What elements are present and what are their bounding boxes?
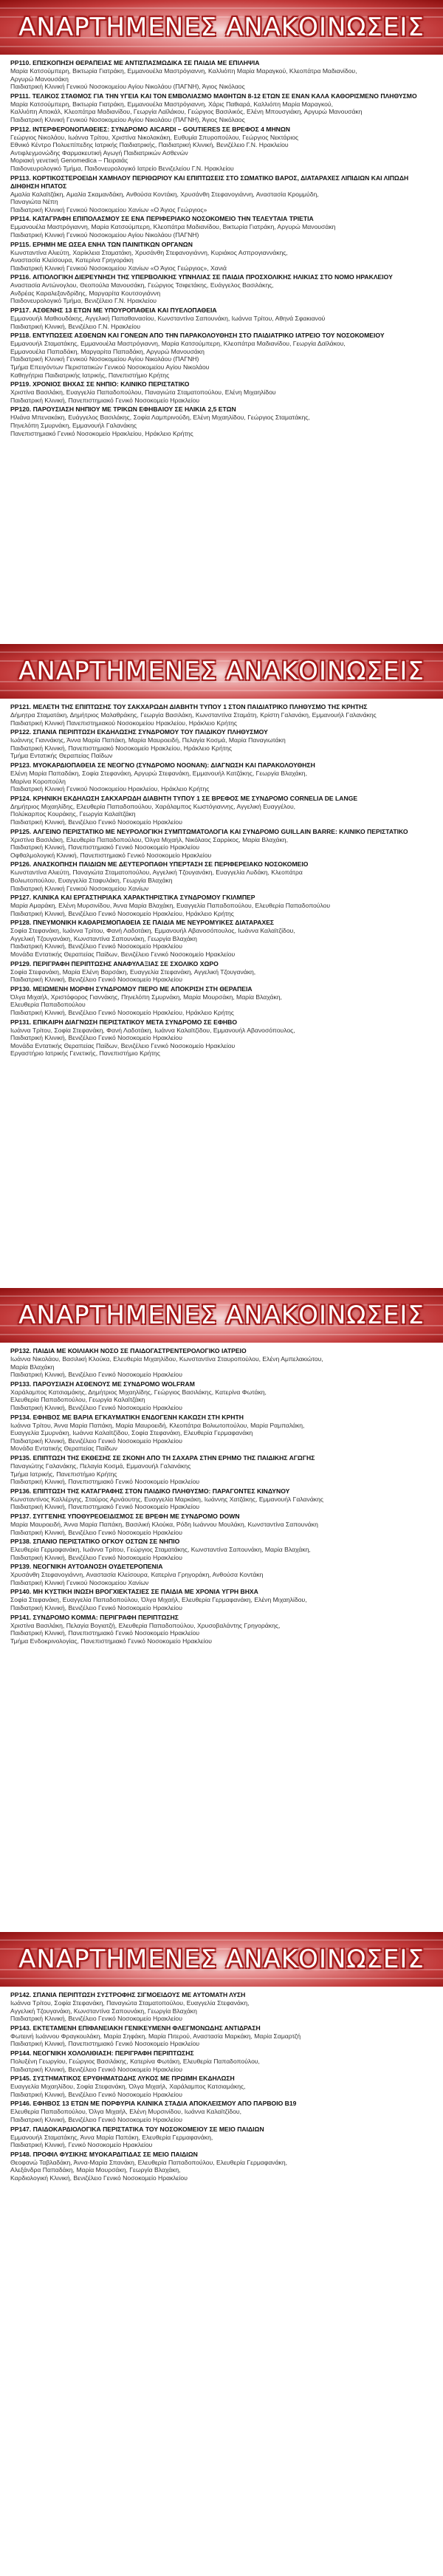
- announcement-title-text: ΣΥΓΓΕΝΗΣ ΥΠΟΘΥΡΕΟΕΙΔΙΣΜΟΣ ΣΕ ΒΡΕΦΗ ΜΕ ΣΥΝΔΡΟΜΟ DOWN: [32, 1512, 240, 1520]
- announcement-title: [10, 860, 433, 869]
- announcement-detail-line: Μοριακή γενετική Genomedica – Πειραιάς: [10, 157, 128, 165]
- announcement-detail-line: Παιδιατρική Κλινική, Βενιζέλειο Γενικό Νοσοκομείο Ηρακλείου: [10, 818, 182, 826]
- announcement-item: [10, 2024, 433, 2048]
- announcement-code: PP123.: [10, 761, 32, 769]
- announcement-title-text: ΚΡΗΝΙΚΗ ΕΚΔΗΛΩΣΗ ΣΑΚΧΑΡΩΔΗ ΔΙΑΒΗΤΗ ΤΥΠΟΥ 1 ΣΕ ΒΡΕΦΟΣ ΜΕ ΣΥΝΔΡΟΜΟ CORNELIA DE LANGE: [32, 794, 358, 802]
- announcement-title-text: ΝΕΟΓΝΙΚΗ ΧΟΛΟΛΙΘΙΑΣΗ: ΠΕΡΙΓΡΑΦΗ ΠΕΡΙΠΤΩΣΗΣ: [32, 2049, 194, 2057]
- banner-stripe: [0, 690, 443, 691]
- announcement-detail-line: Ελένη Μαρία Παπαδάκη, Σοφία Στεφανάκη, Αργυρώ Στεφανάκη, Εμμανουήλ Κατζάκης, Γεωργία Βλαχάκη,: [10, 769, 307, 777]
- announcement-code: PP122.: [10, 728, 32, 736]
- announcement-code: PP139.: [10, 1563, 32, 1571]
- announcement-item: [10, 2049, 433, 2073]
- announcement-code: PP146.: [10, 2100, 32, 2108]
- announcement-title: [10, 1380, 433, 1388]
- announcement-detail-line: Αντιφλεγμονώδης Φαρμακευτική Αγωγή Παιδιατρικών Ασθενών: [10, 148, 188, 157]
- announcement-code: PP127.: [10, 894, 32, 902]
- announcement-code: PP137.: [10, 1512, 32, 1520]
- announcement-code: PP120.: [10, 405, 32, 414]
- announcement-detail-line: Παιδιατρική Κλινική, Βενιζέλειο Γενικό Νοσοκομείο Ηρακλείου, Ηράκλειο Κρήτης: [10, 909, 234, 917]
- announcement-title: [10, 703, 433, 711]
- announcement-code: PP114.: [10, 215, 31, 223]
- announcement-list: [0, 699, 443, 1288]
- announcement-title-text: ΚΛΙΝΙΚΑ ΚΑΙ ΕΡΓΑΣΤΗΡΙΑΚΑ ΧΑΡΑΚΤΗΡΙΣΤΙΚΑ ΣΥΝΔΡΟΜΟΥ ΓΚΙΛΜΠΕΡ: [32, 894, 255, 902]
- announcement-title: [10, 1588, 433, 1596]
- announcement-title-text: ΠΑΙΔΙΑ ΜΕ ΚΟΙΛΙΑΚΗ ΝΟΣΟ ΣΕ ΠΑΙΔΟΓΑΣΤΡΕΝΤΕΡΟΛΟΓΙΚΟ ΙΑΤΡΕΙΟ: [32, 1347, 247, 1354]
- banner-title: ΑΝΑΡΤΗΜΕΝΕΣ ΑΝΑΚΟΙΝΩΣΕΙΣ: [18, 1301, 425, 1330]
- announcement-title-text: ΕΠΙΣΚΟΠΗΣΗ ΘΕΡΑΠΕΙΑΣ ΜΕ ΑΝΤΙΣΠΑΣΜΩΔΙΚΑ ΣΕ ΠΑΙΔΙΑ ΜΕ ΕΠΙΛΗΨΙΑ: [32, 59, 260, 66]
- announcement-detail-line: Παιδιατρική Κλινική, Πανεπιστημιακό Νοσοκομείο Ηρακλείου, Ηράκλειο Κρήτης: [10, 744, 233, 752]
- announcement-item: [10, 1588, 433, 1611]
- announcement-title-text: ΜΗ ΚΥΣΤΙΚΗ ΙΝΩΣΗ ΒΡΟΓΧΙΕΚΤΑΣΙΕΣ ΣΕ ΠΑΙΔΙΑ ΜΕ ΧΡΟΝΙΑ ΥΓΡΗ ΒΗΧΑ: [32, 1588, 258, 1596]
- announcement-code: PP115.: [10, 240, 31, 248]
- announcement-list: [0, 1343, 443, 1932]
- announcement-title-text: ΕΚΤΕΤΑΜΕΝΗ ΕΠΙΦΑΝΕΙΑΚΗ ΓΕΝΙΚΕΥΜΕΝΗ ΦΛΕΓΜΟΝΩΔΗΣ ΑΝΤΙΔΡΑΣΗ: [32, 2024, 261, 2032]
- announcement-detail-line: Ιωάννα Τρίτου, Σοφία Στεφανάκη, Φανή Λαδοτάκη, Ιωάννα Καλαϊτζίδου, Εμμανουήλ Αβανοσόπουλος,: [10, 1026, 295, 1034]
- announcement-title: [10, 174, 433, 191]
- announcement-title: [10, 1454, 433, 1462]
- announcement-detail-line: Κωνσταντίνος Καλλέργης, Σταύρος Αρνάουτης, Ευαγγελία Μαρκάκη, Ιωάννης Χατζάκης, Εμμανουήλ Γαλανάκης: [10, 1495, 324, 1503]
- announcement-code: PP148.: [10, 2150, 32, 2158]
- announcement-item: [10, 126, 433, 173]
- announcement-item: [10, 174, 433, 214]
- banner-stripe: [0, 1978, 443, 1979]
- announcement-item: [10, 960, 433, 984]
- announcement-item: [10, 2075, 433, 2098]
- announcement-title: [10, 1538, 433, 1546]
- announcement-item: [10, 2125, 433, 2149]
- announcement-title: [10, 215, 433, 223]
- announcement-code: PP141.: [10, 1613, 32, 1621]
- announcement-detail-line: Χαράλαμπος Κατσιαμάκης, Δημήτριος Μιχαηλίδης, Γεώργιος Βασιλάκης, Κατερίνα Φωτάκη,: [10, 1388, 267, 1396]
- announcement-title-text: ΙΝΤΕΡΦΕΡΟΝΟΠΑΘΕΙΕΣ: ΣΥΝΔΡΟΜΟ AICARDI – GOUTIERES ΣΕ ΒΡΕΦΟΣ 4 ΜΗΝΩΝ: [32, 125, 290, 133]
- announcement-code: PP145.: [10, 2075, 32, 2083]
- announcement-code: PP130.: [10, 984, 32, 993]
- announcement-detail-line: Μαρία Κατσούμπερη, Βικτωρία Γιατράκη, Εμμανουέλα Μαστρόγιαννη, Καλλιόπη Μαρία Μαραγκού, Κλεοπάτρα Μαδιανίδου,: [10, 67, 357, 75]
- section-banner: [0, 644, 443, 699]
- announcement-title: [10, 1563, 433, 1571]
- announcement-detail-line: Εμμανουέλα Μαστρόγιαννη, Μαρία Κατσούμπερη, Κλεοπάτρα Μαδιανίδου, Βικτωρία Γιατράκη, Αργυρώ Μανουσάκη: [10, 223, 336, 231]
- announcement-title-text: ΝΕΟΓΝΙΚΗ ΑΥΤΟΑΝΟΣΗ ΟΥΔΕΤΕΡΟΠΕΝΙΑ: [32, 1563, 163, 1571]
- announcement-title: [10, 2151, 433, 2159]
- announcement-list: [0, 55, 443, 644]
- announcement-code: PP113.: [10, 174, 31, 182]
- announcement-title-text: ΜΕΙΩΜΕΝΗ ΜΟΡΦΗ ΣΥΝΔΡΟΜΟΥ ΠΙΕΡΟ ΜΕ ΑΠΟΚΡΙΣΗ ΣΤΗ ΘΕΡΑΠΕΙΑ: [32, 984, 253, 993]
- announcement-detail-line: Σοφία Στεφανάκη, Ευαγγελία Παπαδοπούλου, Όλγα Μιχαήλ, Ελευθερία Γερμαφανάκη, Ελένη Μιχαηλίδου,: [10, 1596, 307, 1604]
- announcement-detail-line: Κωνσταντίνα Αλιεύτη, Παναγιώτα Σταματοπούλου, Αγγελική Τζουγανάκη, Ευαγγελία Λυδάκη, Κλεοπάτρα: [10, 869, 303, 877]
- announcement-title: [10, 919, 433, 927]
- announcement-item: [10, 1538, 433, 1561]
- section-banner: [0, 1288, 443, 1343]
- announcement-code: PP144.: [10, 2049, 32, 2057]
- announcement-title: [10, 960, 433, 968]
- announcement-code: PP132.: [10, 1347, 32, 1354]
- announcement-detail-line: Παιδιατρική Κλινική, Βενιζέλειο Γενικό Νοσοκομείο Ηρακλείου: [10, 942, 182, 950]
- announcement-detail-line: Παιδιατρική Κλινική, Βενιζέλειο Γενικό Νοσοκομείο Ηρακλείου: [10, 2115, 182, 2123]
- announcement-detail-line: Ηλιάνα Μπενακάκη, Ευάγγελος Βασιλάκης, Σοφία Λαμπρινούδη, Ελένη Μιχαηλίδου, Γεώργιος Σταματάκης,: [10, 414, 310, 422]
- announcement-detail-line: Χριστίνα Βασιλάκη, Πελαγία Βογιατζή, Ελευθερία Παπαδοπούλου, Χρυσοβαλάντης Γρηγοράκης,: [10, 1621, 281, 1629]
- announcement-item: [10, 1991, 433, 2023]
- announcement-detail-line: Παιδιατρική Κλινική, Βενιζέλειο Γενικό Νοσοκομείο Ηρακλείου: [10, 2090, 182, 2098]
- announcement-title: [10, 795, 433, 803]
- announcement-code: PP116.: [10, 273, 31, 281]
- announcement-code: PP119.: [10, 380, 31, 388]
- announcement-code: PP142.: [10, 1991, 32, 1998]
- announcement-item: [10, 761, 433, 793]
- announcement-title-text: ΕΠΙΠΤΩΣΗ ΤΗΣ ΕΚΘΕΣΗΣ ΣΕ ΣΚΟΝΗ ΑΠΟ ΤΗ ΣΑΧΑΡΑ ΣΤΗΝ ΕΡΗΜΟ ΤΗΣ ΠΑΙΔΙΚΗΣ ΑΓΩΓΗΣ: [32, 1453, 315, 1462]
- announcement-detail-line: Παιδιατρική Κλινική, Βενιζέλειο Γενικό Νοσοκομείο Ηρακλείου: [10, 1371, 182, 1379]
- announcement-detail-line: Μαρία Βλαχάκη: [10, 1363, 55, 1371]
- announcement-detail-line: Παναγιώτα Νέπη: [10, 198, 58, 206]
- announcement-title: [10, 1614, 433, 1622]
- announcement-detail-line: Ελευθερία Γερμαφανάκη, Ιωάννα Τρίτου, Γεώργιος Σταματάκης, Κωνσταντίνα Σαπουνάκη, Μαρία Βλαχάκη,: [10, 1546, 311, 1554]
- announcement-detail-line: Παιδιατρική Κλινική, Πανεπιστημιακό Γενικό Νοσοκομείο Ηρακλείου: [10, 396, 200, 404]
- announcement-detail-line: Εργαστήριο Ιατρικής Γενετικής, Πανεπιστήμιο Κρήτης: [10, 1049, 160, 1058]
- announcement-title-text: ΕΦΗΒΟΣ 13 ΕΤΩΝ ΜΕ ΠΟΡΦΥΡΙΑ ΚΛΙΝΙΚΑ ΣΤΑΔΙΑ ΑΠΟΚΛΕΙΣΜΟΥ ΑΠΟ ΠΑΡΒΟΙΟ Β19: [32, 2100, 297, 2108]
- announcement-title-text: ΠΑΙΔΟΚΑΡΔΙΟΛΟΓΙΚΑ ΠΕΡΙΣΤΑΤΙΚΑ ΤΟΥ ΝΟΣΟΚΟΜΕΙΟΥ ΣΕ ΜΕΙΟ ΠΑΙΔΙΩΝ: [32, 2125, 264, 2133]
- announcement-detail-line: Μονάδα Εντατικής Θεραπείας Παίδων, Βενιζέλειο Γενικό Νοσοκομείο Ηρακλείου: [10, 1041, 236, 1049]
- banner-stripe: [0, 1334, 443, 1335]
- announcement-item: [10, 241, 433, 273]
- announcement-item: [10, 828, 433, 860]
- announcement-code: PP126.: [10, 860, 32, 869]
- announcement-item: [10, 1018, 433, 1058]
- announcement-detail-line: Τμήμα Ιατρικής, Πανεπιστήμιο Κρήτης: [10, 1470, 117, 1478]
- announcement-item: [10, 1513, 433, 1536]
- announcement-detail-line: Δημήτριος Μιχαηλίδης, Ελευθερία Παπαδοπούλου, Χαράλαμπος Κωστόγιαννης, Αγγελική Ευαγγέλου,: [10, 802, 296, 810]
- announcement-title-text: ΕΦΗΒΟΣ ΜΕ ΒΑΡΙΑ ΕΓΚΑΥΜΑΤΙΚΗ ΕΝΔΟΓΕΝΗ ΚΑΚΩΣΗ ΣΤΗ ΚΡΗΤΗ: [32, 1413, 244, 1421]
- announcement-title: [10, 2049, 433, 2058]
- announcement-detail-line: Τμήμα Εντατικής Θεραπείας Παίδων: [10, 752, 113, 760]
- announcement-title-text: ΚΑΤΑΓΡΑΦΗ ΕΠΙΠΟΛΑΣΜΟΥ ΣΕ ΕΝΑ ΠΕΡΙΦΕΡΙΑΚΟ ΝΟΣΟΚΟΜΕΙΟ ΤΗΝ ΤΕΛΕΥΤΑΙΑ ΤΡΙΕΤΙΑ: [32, 215, 314, 223]
- announcement-item: [10, 985, 433, 1017]
- announcement-detail-line: Μαρίνα Κοροπούλη: [10, 777, 66, 785]
- announcement-detail-line: Παιδιατρική Κλινική, Πανεπιστημιακό Γενικό Νοσοκομείο Ηρακλείου: [10, 1629, 200, 1637]
- announcement-detail-line: Καλλιόπη Αποκάλ, Κλεοπάτρα Μαδιανίδου, Γεωργία Λαϊλάκου, Γεώργιος Βασιλικός, Ελένη Μπουσγιάκη, Αργυρώ Μανουσάκη: [10, 108, 363, 116]
- announcement-detail-line: Παιδιατρική Κλινική Γενικού Νοσοκομείου Χανίων: [10, 1578, 149, 1586]
- announcement-detail-line: Χρυσάνθη Στεφανογιάννη, Αναστασία Κλείσουρα, Κατερίνα Γρηγοράκη, Ανθούσα Κοντάκη: [10, 1571, 264, 1579]
- announcement-code: PP133.: [10, 1380, 32, 1388]
- announcement-title: [10, 2125, 433, 2134]
- banner-title: ΑΝΑΡΤΗΜΕΝΕΣ ΑΝΑΚΟΙΝΩΣΕΙΣ: [18, 657, 425, 686]
- announcement-title: [10, 405, 433, 414]
- announcement-detail-line: Εμμανουήλ Σταματάκης, Άννα Μαρία Παπάκη, Ελευθερία Γερμαφανάκη,: [10, 2133, 213, 2141]
- announcement-detail-line: Μαρία Μαυροειδή, Άννα Μαρία Παπάκη, Βασιλική Κλούκα, Ρόδη Ιωάννου Μουλάκη, Κωνσταντίνα Σαπουνάκη: [10, 1520, 318, 1528]
- banner-stripe: [0, 7, 443, 9]
- section-banner: [0, 0, 443, 55]
- announcement-title-text: ΣΥΣΤΗΜΑΤΙΚΟΣ ΕΡΥΘΗΜΑΤΩΔΗΣ ΛΥΚΟΣ ΜΕ ΠΡΩΙΜΗ ΕΚΔΗΛΩΣΗ: [32, 2075, 235, 2083]
- announcement-title: [10, 273, 433, 281]
- announcement-detail-line: Ευαγγελία Σμυρνάκη, Ιωάννα Καλαϊτζίδου, Σοφία Στεφανάκη, Ελευθερία Γερμαφανάκη: [10, 1429, 253, 1437]
- announcement-item: [10, 92, 433, 124]
- announcement-code: PP143.: [10, 2024, 32, 2032]
- announcement-detail-line: Παιδιατρική Κλινική Γενικού Νοσοκομείου Αγίου Νικολάου (ΠΑΓΝΗ), Άγιος Νικόλαος: [10, 115, 245, 123]
- announcement-title-text: ΠΕΡΙΓΡΑΦΗ ΠΕΡΙΠΤΩΣΗΣ ΑΝΑΦΥΛΑΞΙΑΣ ΣΕ ΣΧΟΛΙΚΟ ΧΩΡΟ: [32, 959, 219, 967]
- announcement-detail-line: Εθνικό Κέντρο Πολυεπίπεδης Ιατρικής Παιδιατρικής, Παιδιατρική Κλινική, Βενιζέλειο Γ.Ν. Ηρακλείου: [10, 141, 289, 149]
- announcement-detail-line: Παιδιατρική Κλινική, Βενιζέλειο Γ.Ν. Ηρακλείου: [10, 322, 141, 330]
- announcement-title-text: ΑΙΤΙΟΛΟΓΙΚΗ ΔΙΕΡΕΥΝΗΣΗ ΤΗΣ ΥΠΕΡΒΟΛΙΚΗΣ ΥΠΝΗΛΙΑΣ ΣΕ ΠΑΙΔΙΑ ΠΡΟΣΧΟΛΙΚΗΣ ΗΛΙΚΙΑΣ ΣΤΟ ΝΟΜΟ ΗΡΑΚΛΕΙΟΥ: [32, 273, 393, 281]
- announcement-title: [10, 2075, 433, 2083]
- announcement-title-text: ΜΕΛΕΤΗ ΤΗΣ ΕΠΙΠΤΩΣΗΣ ΤΟΥ ΣΑΚΧΑΡΩΔΗ ΔΙΑΒΗΤΗ ΤΥΠΟΥ 1 ΣΤΟΝ ΠΑΙΔΙΑΤΡΙΚΟ ΠΛΗΘΥΣΜΟ ΤΗΣ ΚΡΗΤΗΣ: [32, 703, 368, 710]
- announcement-detail-line: Δήμητρα Σταματάκη, Δημήτριος Μαλαθράκης, Γεωργία Βασιλάκη, Κωνσταντίνα Σταμάτη, Κρίστη Γαλανάκη, Εμμανουήλ Γαλανάκης: [10, 711, 377, 719]
- announcement-title-text: ΑΣΘΕΝΗΣ 13 ΕΤΩΝ ΜΕ ΥΠΟΥΡΟΠΑΘΕΙΑ ΚΑΙ ΠΥΕΛΟΠΑΘΕΙΑ: [32, 306, 217, 315]
- announcement-title: [10, 761, 433, 770]
- announcement-item: [10, 332, 433, 379]
- announcement-title: [10, 241, 433, 249]
- announcement-title-text: ΑΛΓΕΙΝΟ ΠΕΡΙΣΤΑΤΙΚΟ ΜΕ ΝΕΥΡΟΛΟΓΙΚΗ ΣΥΜΠΤΩΜΑΤΟΛΟΓΙΑ ΚΑΙ ΣΥΝΔΡΟΜΟ GUILLAIN BARRE: ΚΛΙΝΙΚΟ ΠΕΡΙΣΤΑΤΙΚΟ: [32, 827, 408, 835]
- announcement-detail-line: Παιδιατρική Κλινική, Πανεπιστημιακό Γενικό Νοσοκομείο Ηρακλείου: [10, 1503, 200, 1511]
- announcement-title-text: ΣΥΝΔΡΟΜΟ KOMMA: ΠΕΡΙΓΡΑΦΗ ΠΕΡΙΠΤΩΣΗΣ: [32, 1613, 179, 1621]
- announcement-detail-line: Αγγελική Τζουγανάκη, Κωνσταντίνα Σαπουνάκη, Γεωργία Βλαχάκη: [10, 2007, 197, 2015]
- announcement-title: [10, 894, 433, 902]
- announcement-detail-line: Τμήμα Επειγόντων Περιστατικών Γενικού Νοσοκομείου Αγίου Νικολάου: [10, 363, 210, 371]
- announcement-code: PP138.: [10, 1538, 32, 1546]
- announcement-detail-line: Αναστασία Κλείσουρα, Κατερίνα Γρηγοράκη: [10, 256, 134, 264]
- announcement-detail-line: Αργυρώ Μανουσάκη: [10, 75, 69, 83]
- announcement-item: [10, 894, 433, 917]
- announcement-item: [10, 59, 433, 91]
- announcement-code: PP124.: [10, 794, 32, 802]
- announcement-detail-line: Παιδιατρική Κλινική Πανεπιστημιακού Νοσοκομείου Ηρακλείου, Ηράκλειο Κρήτης: [10, 719, 238, 727]
- announcement-detail-line: Μαρία Κατσούμπερη, Βικτωρία Γιατράκη, Εμμανουέλα Μαστρόγιαννη, Χάρις Παθιαρά, Καλλιόπη Μαρία Μαραγκού,: [10, 100, 334, 108]
- announcement-detail-line: Παιδονευρολογικό Τμήμα, Βενιζέλειο Γ.Ν. Ηρακλείου: [10, 297, 157, 305]
- announcement-code: PP134.: [10, 1413, 32, 1421]
- announcement-title-text: ΕΝΤΥΠΩΣΕΙΣ ΑΣΘΕΝΩΝ ΚΑΙ ΓΟΝΕΩΝ ΑΠΟ ΤΗΝ ΠΑΡΑΚΟΛΟΥΘΗΣΗ ΣΤΟ ΠΑΙΔΙΑΤΡΙΚΟ ΙΑΤΡΕΙΟ ΤΟΥ ΝΟΣΟΚΟΜΕΙΟΥ: [32, 332, 385, 340]
- announcement-code: PP135.: [10, 1453, 32, 1462]
- banner-stripe: [0, 46, 443, 47]
- announcement-item: [10, 405, 433, 437]
- announcement-detail-line: Παιδιατρική Κλινική, Βενιζέλειο Γενικό Νοσοκομείο Ηρακλείου: [10, 976, 182, 984]
- announcement-code: PP111.: [10, 92, 31, 100]
- announcement-item: [10, 1614, 433, 1645]
- announcement-code: PP129.: [10, 959, 32, 967]
- announcement-title: [10, 828, 433, 836]
- announcement-title-text: ΠΝΕΥΜΟΝΙΚΗ ΚΑΘΑΡΙΣΜΟΠΑΘΕΙΑ ΣΕ ΠΑΙΔΙΑ ΜΕ ΝΕΥΡΟΜΥΙΚΕΣ ΔΙΑΤΑΡΑΧΕΣ: [32, 919, 275, 927]
- announcement-title: [10, 985, 433, 993]
- announcement-title-text: ΣΠΑΝΙΟ ΠΕΡΙΣΤΑΤΙΚΟ ΟΓΚΟΥ ΟΣΤΩΝ ΣΕ ΝΗΠΙΟ: [32, 1538, 180, 1546]
- announcement-detail-line: Αγγελική Τζουγανάκη, Κωνσταντίνα Σαπουνάκη, Γεωργία Βλαχάκη: [10, 934, 197, 942]
- announcement-detail-line: Εμμανουήλ Σταματάκης, Εμμανουέλα Μαστρόγιαννη, Μαρία Κατσούμπερη, Κλεοπάτρα Μαδιανίδου, Γεωργία Δαϊλάκου,: [10, 340, 346, 348]
- announcement-title-text: ΑΝΑΣΚΟΠΗΣΗ ΠΑΙΔΙΩΝ ΜΕ ΔΕΥΤΕΡΟΠΑΘΗ ΥΠΕΡΤΑΣΗ ΣΕ ΠΕΡΙΦΕΡΕΙΑΚΟ ΝΟΣΟΚΟΜΕΙΟ: [32, 860, 309, 869]
- announcement-detail-line: Θεοφανώ Ταβλαδάκη, Άννα-Μαρία Σπανάκη, Ελευθερία Παπαδοπούλου, Ελευθερία Γερμαφανάκη,: [10, 2158, 288, 2166]
- announcement-code: PP125.: [10, 827, 32, 835]
- announcement-title-text: ΧΡΟΝΙΟΣ ΒΗΧΑΣ ΣΕ ΝΗΠΙΟ: ΚΛΙΝΙΚΟ ΠΕΡΙΣΤΑΤΙΚΟ: [32, 380, 190, 388]
- announcement-detail-line: Χριστίνα Βασιλάκη, Ελευθερία Παπαδοπούλου, Όλγα Μιχαήλ, Νικόλαος Σαρρίκος, Μαρία Βλαχάκη,: [10, 835, 288, 843]
- announcement-item: [10, 919, 433, 958]
- announcement-title: [10, 2100, 433, 2108]
- announcement-item: [10, 215, 433, 239]
- announcement-detail-line: Ιωάννα Τρίτου, Άννα Μαρία Παπάκη, Μαρία Μαυροειδή, Κλεοπάτρα Βολιωτοπούλου, Μαρία Ραμπαλάκη,: [10, 1421, 305, 1429]
- announcement-title-text: ΠΑΡΟΥΣΙΑΣΗ ΑΣΘΕΝΟΥΣ ΜΕ ΣΥΝΔΡΟΜΟ WOLFRAM: [32, 1380, 195, 1388]
- announcement-title: [10, 728, 433, 736]
- announcement-title-text: ΣΠΑΝΙΑ ΠΕΡΙΠΤΩΣΗ ΕΚΔΗΛΩΣΗΣ ΣΥΝΔΡΟΜΟΥ ΤΟΥ ΠΑΙΔΙΚΟΥ ΠΛΗΘΥΣΜΟΥ: [32, 728, 268, 736]
- announcement-title: [10, 1018, 433, 1027]
- announcement-detail-line: Αναστασία Αντώνογλου, Θεοπούλα Μανουσάκη, Γεώργιος Τσιφετάκης, Ευάγγελος Βασιλάκης,: [10, 281, 274, 290]
- announcement-title-text: ΕΠΙΠΤΩΣΗ ΤΗΣ ΚΑΤΑΓΡΑΦΗΣ ΣΤΟΝ ΠΑΙΔΙΚΟ ΠΛΗΘΥΣΜΟ: ΠΑΡΑΓΟΝΤΕΣ ΚΙΝΔΥΝΟΥ: [32, 1487, 290, 1495]
- announcement-detail-line: Ιωάννα Νικολάου, Βασιλική Κλούκα, Ελευθερία Μιχαηλίδου, Κωνσταντίνα Σταυροπούλου, Ελένη Αμπελακιώτου,: [10, 1355, 323, 1363]
- announcement-detail-line: Παιδιατρική Κλινική, Βενιζέλειο Γενικό Νοσοκομείο Ηρακλείου: [10, 1528, 182, 1536]
- announcement-title: [10, 1414, 433, 1422]
- announcement-item: [10, 860, 433, 892]
- announcement-detail-line: Όλγα Μιχαήλ, Χριστόφορος Γιαννάκης, Πηνελόπη Σμυρνάκη, Μαρία Μουρσάκη, Μαρία Βλαχάκη,: [10, 993, 282, 1001]
- announcement-code: PP121.: [10, 703, 32, 710]
- announcement-code: PP117.: [10, 306, 31, 315]
- section-banner: [0, 1932, 443, 1987]
- announcement-detail-line: Παιδιατρική Κλινική, Βενιζέλειο Γενικό Νοσοκομείο Ηρακλείου: [10, 2015, 182, 2023]
- announcement-code: PP128.: [10, 919, 32, 927]
- announcement-item: [10, 2151, 433, 2182]
- announcement-title-text: ΚΟΡΤΙΚΟΣΤΕΡΟΕΙΔΗ ΧΑΜΗΛΟΥ ΠΕΡΙΘΩΡΙΟΥ ΚΑΙ ΕΠΙΠΤΩΣΕΙΣ ΣΤΟ ΣΩΜΑΤΙΚΟ ΒΑΡΟΣ, ΔΙΑΤΑΡΑΧΕΣ ΛΙΠΙΔΙΩΝ ΚΑΙ ΛΙΠΩΔΗ ΔΙΗΘΗΣΗ ΗΠΑΤΟΣ: [10, 174, 409, 190]
- announcement-item: [10, 273, 433, 305]
- announcement-detail-line: Πολυξένη Γεωργίου, Γεώργιος Βασιλάκης, Κατερίνα Φωτάκη, Ελευθερία Παπαδοπούλου,: [10, 2057, 260, 2065]
- announcement-item: [10, 306, 433, 330]
- announcement-title-text: ΕΡΗΜΗ ΜΕ ΩΣΕΑ ΕΝΗΛ ΤΩΝ ΠΑΙΝΙΤΙΚΩΝ ΟΡΓΑΝΩΝ: [32, 240, 193, 248]
- announcement-title-text: ΤΕΛΙΚΟΣ ΣΤΑΘΜΟΣ ΓΙΑ ΤΗΝ ΥΓΕΙΑ ΚΑΙ ΤΟΝ ΕΜΒΟΛΙΑΣΜΟ ΜΑΘΗΤΩΝ 8-12 ΕΤΩΝ ΣΕ ΕΝΑΝ ΚΑΛΑ ΚΑΘΟΡΙΣΜΕΝΟ ΠΛΗΘΥΣΜΟ: [32, 92, 417, 100]
- announcement-title: [10, 1991, 433, 1999]
- announcement-item: [10, 380, 433, 404]
- announcement-detail-line: Παιδιατρική Κλινική, Πανεπιστημιακό Γενικό Νοσοκομείο Ηρακλείου: [10, 1478, 200, 1486]
- announcement-detail-line: Παιδιατρική Κλινική Γενικού Νοσοκομείου Αγίου Νικολάου (ΠΑΓΝΗ), Άγιος Νικόλαος: [10, 83, 245, 91]
- announcement-title: [10, 1487, 433, 1496]
- announcement-item: [10, 1454, 433, 1486]
- announcement-title-text: ΣΠΑΝΙΑ ΠΕΡΙΠΤΩΣΗ ΣΥΣΤΡΟΦΗΣ ΣΙΓΜΟΕΙΔΟΥΣ ΜΕ ΑΥΤΟΜΑΤΗ ΛΥΣΗ: [32, 1991, 246, 1998]
- announcement-title: [10, 380, 433, 388]
- announcement-detail-line: Πηνελόπη Σμυρνάκη, Εμμανουήλ Γαλανάκης: [10, 422, 137, 429]
- announcement-detail-line: Κωνσταντίνα Αλιεύτη, Χαρίκλεια Σταματάκη, Χρυσάνθη Στεφανογιάννη, Κυριάκος Ασπρογιαννάκης,: [10, 248, 288, 256]
- announcement-detail-line: Παιδιατρική Κλινική, Πανεπιστημιακό Γενικό Νοσοκομείο Ηρακλείου: [10, 2040, 200, 2048]
- announcement-code: PP112.: [10, 125, 31, 133]
- announcement-detail-line: Σοφία Στεφανάκη, Ιωάννα Τρίτου, Φανή Λαδοτάκη, Εμμανουήλ Αβανοσόπουλος, Ιωάννα Καλαϊτζίδου,: [10, 927, 295, 935]
- announcement-detail-line: Αλεξάνδρα Παπαδάκη, Μαρία Μουρσάκη, Γεωργία Βλαχάκη,: [10, 2166, 181, 2174]
- announcement-detail-line: Παιδιατρική Κλινική, Βενιζέλειο Γενικό Νοσοκομείο Ηρακλείου: [10, 1403, 182, 1411]
- announcement-detail-line: Παναγιώτης Γαλανάκης, Πελαγία Κοσμά, Εμμανουήλ Γαλανάκης: [10, 1462, 191, 1470]
- announcement-detail-line: Μαρία Αμαράκη, Ελένη Μυρσινίδου, Άννα Μαρία Βλαχάκη, Ευαγγελία Παπαδοπούλου, Ελευθερία Παπαδοπούλου: [10, 902, 331, 910]
- announcement-detail-line: Ελευθερία Παπαδοπούλου, Όλγα Μιχαήλ, Ελένη Μυρσινίδου, Ιωάννα Καλαϊτζίδου,: [10, 2108, 241, 2116]
- announcement-code: PP110.: [10, 59, 31, 66]
- announcement-detail-line: Παιδονευρολογικό Τμήμα, Παιδονευρολογικό Ιατρείο Βενιζελείου Γ.Ν. Ηρακλείου: [10, 164, 234, 172]
- banner-stripe: [0, 651, 443, 653]
- announcement-detail-line: Πανεπιστημιακό Γενικό Νοσοκομείο Ηρακλείου, Ηράκλειο Κρήτης: [10, 429, 193, 437]
- announcement-detail-line: Παιδιατρική Κλινική Γενικού Νοσοκομείου Αγίου Νικολάου (ΠΑΓΝΗ): [10, 230, 199, 239]
- announcement-detail-line: Σοφία Στεφανάκη, Μαρία Ελένη Βαρσάκη, Ευαγγελία Στεφανάκη, Αγγελική Τζουγανάκη,: [10, 967, 256, 976]
- announcement-detail-line: Παιδιατρική Κλινική, Βενιζέλειο Γενικό Νοσοκομείο Ηρακλείου: [10, 1034, 182, 1042]
- announcement-detail-line: Βολιωτοπούλου, Ευαγγελία Σταφυλάκη, Γεωργία Βλαχάκη: [10, 876, 173, 884]
- announcement-title-text: ΜΥΟΚΑΡΔΙΟΠΑΘΕΙΑ ΣΕ ΝΕΟΓΝΟ (ΣΥΝΔΡΟΜΟ NOONAN): ΔΙΑΓΝΩΣΗ ΚΑΙ ΠΑΡΑΚΟΛΟΥΘΗΣΗ: [32, 761, 315, 769]
- announcement-detail-line: Παιδιατρική Κλινική, Βενιζέλειο Γενικό Νοσοκομείο Ηρακλείου: [10, 1604, 182, 1612]
- announcement-detail-line: Παιδιατρική Κλινική Γενικού Νοσοκομείου Χανίων «Ο Άγιος Γεώργιος», Χανιά: [10, 264, 227, 272]
- announcement-detail-line: Εμμανουέλα Παπαδάκη, Μαργαρίτα Παπαδάκη, Αργυρώ Μανουσάκη: [10, 347, 205, 355]
- announcement-detail-line: Μονάδα Εντατικής Θεραπείας Παίδων, Βενιζέλειο Γενικό Νοσοκομείο Ηρακλείου: [10, 950, 236, 959]
- announcement-item: [10, 703, 433, 727]
- announcement-detail-line: Παιδιατρική Κλινική Γενικού Νοσοκομείου Ηρακλείου, Ηράκλειο Κρήτης: [10, 785, 210, 793]
- announcement-detail-line: Ευαγγελία Μιχαηλίδου, Σοφία Στεφανάκη, Όλγα Μιχαήλ, Χαράλαμπος Κατσιαμάκης,: [10, 2083, 246, 2091]
- announcement-detail-line: Ιωάννης Γιαννάκης, Άννα Μαρία Παπάκη, Μαρία Μαυροειδή, Πελαγία Κοσμά, Μαρία Παναγιωτάκη: [10, 736, 286, 744]
- announcement-detail-line: Παιδιατρική Κλινική, Γενικό Νοσοκομείο Ηρακλείου: [10, 2141, 153, 2149]
- announcement-detail-line: Καρδιολογική Κλινική, Βενιζέλειο Γενικό Νοσοκομείο Ηρακλείου: [10, 2174, 188, 2182]
- announcement-detail-line: Ελευθερία Παπαδοπούλου, Γεωργία Καλαϊτζάκη: [10, 1396, 145, 1404]
- announcement-detail-line: Πολύκαρπος Κουράκης, Γεωργία Καλαϊτζάκη: [10, 810, 136, 818]
- announcement-item: [10, 1380, 433, 1412]
- announcement-title-text: ΠΑΡΟΥΣΙΑΣΗ ΝΗΠΙΟΥ ΜΕ ΤΡΙΚΩΝ ΕΦΗΒΑΙΟΥ ΣΕ ΗΛΙΚΙΑ 2,5 ΕΤΩΝ: [32, 405, 236, 414]
- announcement-detail-line: Παιδιατρική Κλινική, Πανεπιστημιακό Γενικό Νοσοκομείο Ηρακλείου: [10, 843, 200, 852]
- announcement-item: [10, 1414, 433, 1453]
- announcement-item: [10, 1563, 433, 1586]
- announcement-title: [10, 2024, 433, 2032]
- announcement-item: [10, 795, 433, 826]
- announcement-title: [10, 59, 433, 67]
- banner-stripe: [0, 1939, 443, 1941]
- announcement-detail-line: Παιδιατρική Κλινική, Βενιζέλειο Γενικό Νοσοκομείο Ηρακλείου: [10, 2065, 182, 2073]
- banner-title: ΑΝΑΡΤΗΜΕΝΕΣ ΑΝΑΚΟΙΝΩΣΕΙΣ: [18, 13, 425, 42]
- announcement-detail-line: Φωτεινή Ιωάννου Φραγκουλάκη, Μαρία Σηφάκη, Μαρία Πιτερού, Αναστασία Μαρκάκη, Μαρία Σαμαρτζή: [10, 2032, 301, 2040]
- announcement-item: [10, 2100, 433, 2123]
- announcement-code: PP140.: [10, 1588, 32, 1596]
- announcement-code: PP131.: [10, 1018, 32, 1026]
- announcement-title: [10, 306, 433, 315]
- announcement-title: [10, 332, 433, 340]
- announcement-detail-line: Παιδιατρική Κλινική, Βενιζέλειο Γενικό Νοσοκομείο Ηρακλείου: [10, 1436, 182, 1445]
- announcement-detail-line: Μονάδα Εντατικής Θεραπείας Παίδων: [10, 1445, 117, 1453]
- announcement-detail-line: Γεώργιος Νικολάου, Ιωάννα Τρίτου, Χριστίνα Νικολακάκη, Ευθυμία Σπυροπούλου, Γεώργιος Νεκτάριος: [10, 133, 299, 141]
- announcement-title: [10, 1347, 433, 1355]
- announcement-list: [0, 1987, 443, 2576]
- announcement-detail-line: Εμμανουήλ Μαθιουδάκης, Αγγελική Παπαθανασίου, Κωνσταντίνα Σαπουνάκη, Ιωάννα Τρίτου, Αθηνά Σφακιανού: [10, 315, 326, 323]
- announcement-title: [10, 126, 433, 134]
- announcement-detail-line: Παιδιατρική Κλινική Γενικού Νοσοκομείου Χανίων «Ο Άγιος Γεώργιος»: [10, 205, 207, 213]
- announcement-detail-line: Αμαλία Καλαϊτζάκη, Αμαλία Σκαμανδάκη, Ανθούσα Κοντάκη, Χρυσάνθη Στεφανογιάννη, Αναστασία Κρομμύδη,: [10, 190, 319, 198]
- banner-stripe: [0, 1295, 443, 1297]
- announcement-title-text: ΕΠΙΚΑΙΡΗ ΔΙΑΓΝΩΣΗ ΠΕΡΙΣΤΑΤΙΚΟΥ ΜΕΤΑ ΣΥΝΔΡΟΜΟ ΣΕ ΕΦΗΒΟ: [32, 1018, 238, 1026]
- announcement-title: [10, 1513, 433, 1521]
- announcement-detail-line: Τμήμα Ενδοκρινολογίας, Πανεπιστημιακό Γενικό Νοσοκομείο Ηρακλείου: [10, 1637, 213, 1645]
- announcement-title: [10, 92, 433, 100]
- announcement-detail-line: Καθηγήτρια Παιδιατρικής Ιατρικής, Πανεπιστήμιο Κρήτης: [10, 371, 170, 379]
- announcement-code: PP118.: [10, 332, 31, 340]
- announcement-detail-line: Ιωάννα Τρίτου, Σοφία Στεφανάκη, Παναγιώτα Σταματοπούλου, Ευαγγελία Στεφανάκη,: [10, 1999, 250, 2007]
- announcement-detail-line: Οφθαλμολογική Κλινική, Πανεπιστημιακό Γενικό Νοσοκομείο Ηρακλείου: [10, 851, 212, 859]
- announcement-detail-line: Παιδιατρική Κλινική Γενικού Νοσοκομείου Αγίου Νικολάου (ΠΑΓΝΗ): [10, 355, 199, 363]
- announcement-detail-line: Παιδιατρική Κλινική, Βενιζέλειο Γενικό Νοσοκομείο Ηρακλείου, Ηράκλειο Κρήτης: [10, 1009, 234, 1017]
- announcement-detail-line: Ελευθερία Παπαδοπούλου: [10, 1001, 86, 1009]
- announcement-detail-line: Παιδιατρική Κλινική Γενικού Νοσοκομείου Χανίων: [10, 884, 149, 892]
- announcement-detail-line: Παιδιατρική Κλινική, Βενιζέλειο Γενικό Νοσοκομείο Ηρακλείου: [10, 1553, 182, 1561]
- announcement-code: PP147.: [10, 2125, 32, 2133]
- announcement-item: [10, 1487, 433, 1511]
- announcement-title-text: ΠΡΟΦΙΛ ΦΥΣΙΚΗΣ ΜΥΟΚΑΡΔΙΤΙΔΑΣ ΣΕ ΜΕΙΟ ΠΑΙΔΙΩΝ: [32, 2150, 198, 2158]
- announcement-item: [10, 728, 433, 760]
- banner-title: ΑΝΑΡΤΗΜΕΝΕΣ ΑΝΑΚΟΙΝΩΣΕΙΣ: [18, 1945, 425, 1974]
- announcement-code: PP136.: [10, 1487, 32, 1495]
- announcement-item: [10, 1347, 433, 1379]
- announcement-detail-line: Χριστίνα Βασιλάκη, Ευαγγελία Παπαδοπούλου, Παναγιώτα Σταματοπούλου, Ελένη Μιχαηλίδου: [10, 388, 276, 397]
- announcement-detail-line: Ανδρέας Καραλεξανδρίδης, Μαργαρίτα Κουτσογιάννη: [10, 289, 161, 297]
